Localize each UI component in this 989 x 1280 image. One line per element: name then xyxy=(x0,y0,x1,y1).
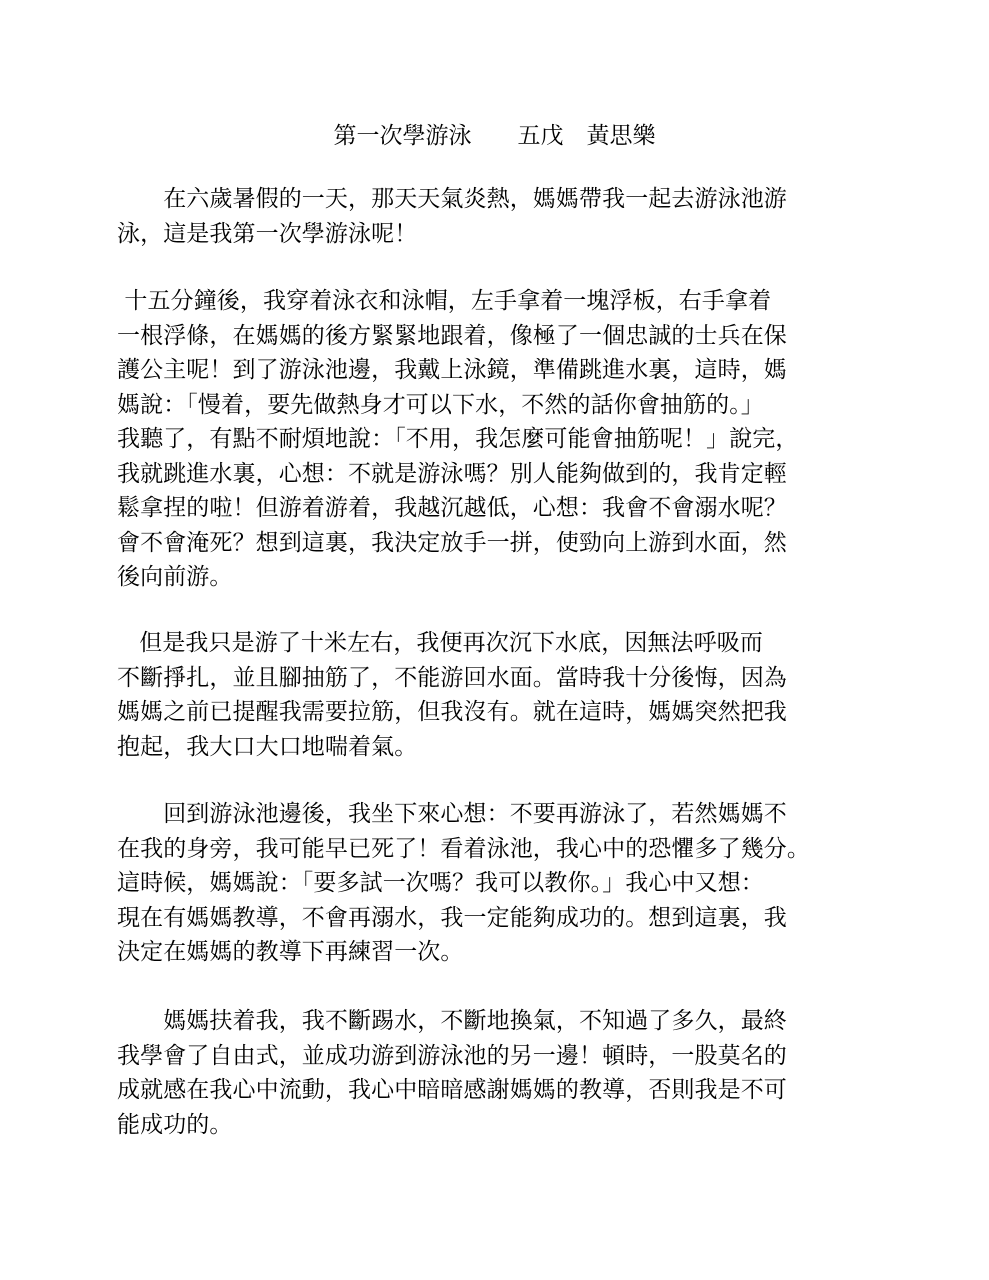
text-line: 決定在媽媽的教導下再練習一次。 xyxy=(117,939,464,965)
text-line: 一根浮條，在媽媽的後方緊緊地跟着，像極了一個忠誠的士兵在保 xyxy=(117,322,787,349)
text-line: 媽媽之前已提醒我需要拉筋，但我沒有。就在這時，媽媽突然把我 xyxy=(117,699,787,725)
text-line: 在我的身旁，我可能早已死了！看着泳池，我心中的恐懼多了幾分。 xyxy=(117,835,810,862)
text-line: 成就感在我心中流動，我心中暗暗感謝媽媽的教導，否則我是不可 xyxy=(117,1077,787,1103)
text-line: 能成功的。 xyxy=(117,1111,233,1138)
text-line: 護公主呢！到了游泳池邊，我戴上泳鏡，準備跳進水裏，這時，媽 xyxy=(117,357,787,383)
text-line: 會不會淹死？想到這裏，我決定放手一拼，使勁向上游到水面，然 xyxy=(117,529,787,556)
text-line: 我就跳進水裏，心想：不就是游泳嗎？別人能夠做到的，我肯定輕 xyxy=(117,460,787,487)
text-line: 媽媽扶着我，我不斷踢水，不斷地換氣，不知過了多久，最終 xyxy=(117,1008,787,1034)
paragraph-2 xyxy=(117,284,897,595)
text-line: 抱起，我大口大口地喘着氣。 xyxy=(117,733,418,760)
paragraph-5 xyxy=(117,1004,897,1142)
text-line: 媽說：「慢着，要先做熱身才可以下水，不然的話你會抽筋的。」 xyxy=(117,391,764,418)
text-line: 在六歲暑假的一天，那天天氣炎熱，媽媽帶我一起去游泳池游 xyxy=(117,186,787,212)
paragraph-1 xyxy=(117,182,897,251)
paragraph-4 xyxy=(117,797,897,970)
text-line: 我聽了，有點不耐煩地說：「不用，我怎麼可能會抽筋呢！」說完， xyxy=(117,426,799,452)
text-line: 我學會了自由式，並成功游到游泳池的另一邊！頓時，一股莫名的 xyxy=(117,1042,787,1069)
text-line: 不斷掙扎，並且腳抽筋了，不能游回水面。當時我十分後悔，因為 xyxy=(117,664,787,691)
essay-title: 第一次學游泳 五戊 黃思樂 xyxy=(333,123,656,149)
text-line: 泳，這是我第一次學游泳呢！ xyxy=(117,220,418,247)
text-line: 現在有媽媽教導，不會再溺水，我一定能夠成功的。想到這裏，我 xyxy=(117,904,787,931)
text-line: 這時候，媽媽說：「要多試一次嗎？我可以教你。」我心中又想： xyxy=(117,870,764,896)
text-line: 回到游泳池邊後，我坐下來心想：不要再游泳了，若然媽媽不 xyxy=(117,801,787,827)
text-line: 十五分鐘後，我穿着泳衣和泳帽，左手拿着一塊浮板，右手拿着 xyxy=(117,288,772,314)
paragraph-3 xyxy=(117,626,897,764)
text-line: 但是我只是游了十米左右，我便再次沉下水底，因無法呼吸而 xyxy=(117,630,763,656)
text-line: 鬆拿捏的啦！但游着游着，我越沉越低，心想：我會不會溺水呢？ xyxy=(117,495,787,521)
text-line: 後向前游。 xyxy=(117,564,233,590)
